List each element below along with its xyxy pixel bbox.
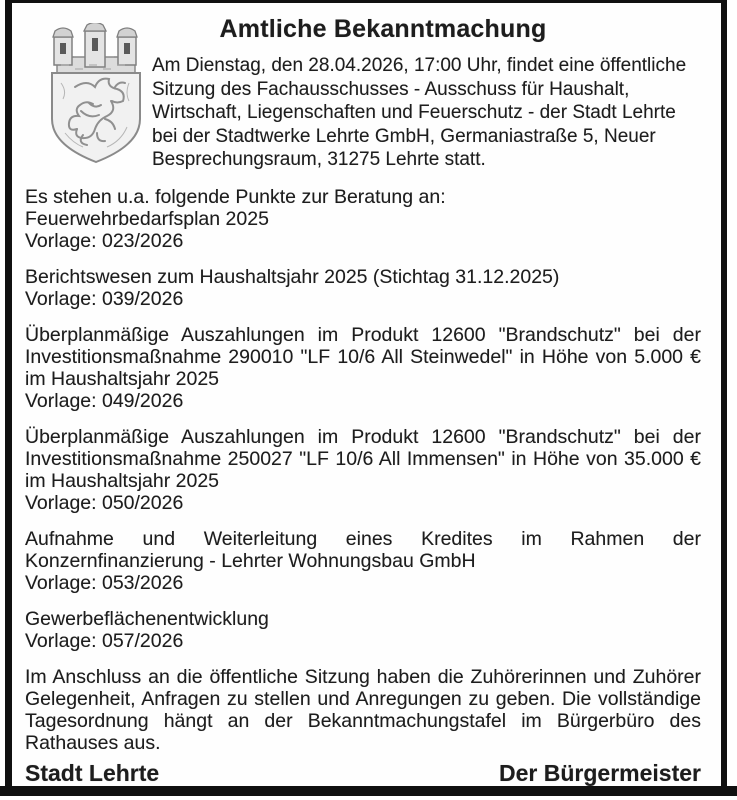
agenda-item-line: Gewerbeflächenentwicklung: [25, 607, 269, 630]
signature-mayor: Der Bürgermeister: [499, 759, 701, 786]
closing-line: Gelegenheit, Anfragen zu stellen und Anregungen zu geben. Die vollständige: [25, 687, 701, 710]
agenda-item: [25, 426, 701, 514]
city-coat-of-arms-emblem: [45, 23, 147, 165]
vorlage-line: Vorlage: 053/2026: [25, 571, 184, 594]
agenda-item: [25, 528, 701, 594]
closing-line: Tagesordnung hängt an der Bekanntmachungstafel im Bürgerbüro des: [25, 709, 701, 732]
agenda-item: [25, 324, 701, 412]
vorlage-line: Vorlage: 049/2026: [25, 389, 184, 412]
agenda-item-line: Feuerwehrbedarfsplan 2025: [25, 207, 269, 230]
intro-paragraph: [152, 54, 700, 172]
agenda-item-line: Investitionsmaßnahme 250027 "LF 10/6 All Immensen" in Höhe von 35.000 €: [25, 447, 701, 470]
intro-line: bei der Stadtwerke Lehrte GmbH, Germaniastraße 5, Neuer: [152, 125, 656, 147]
agenda-item-line: Investitionsmaßnahme 290010 "LF 10/6 All Steinwedel" in Höhe von 5.000 €: [25, 345, 701, 368]
agenda-item-line: im Haushaltsjahr 2025: [25, 367, 220, 390]
lead-line: Es stehen u.a. folgende Punkte zur Beratung an:: [25, 185, 446, 208]
bottom-border-bar: [0, 786, 737, 796]
vorlage-line: Vorlage: 039/2026: [25, 287, 184, 310]
intro-line: Besprechungsraum, 31275 Lehrte statt.: [152, 149, 486, 170]
agenda-item: [25, 608, 701, 652]
vorlage-line: Vorlage: 057/2026: [25, 629, 184, 652]
agenda-list: [25, 208, 701, 652]
closing-line: Rathauses aus.: [25, 731, 161, 754]
signature-row: [25, 760, 701, 787]
vorlage-line: Vorlage: 050/2026: [25, 491, 184, 514]
intro-line: Am Dienstag, den 28.04.2026, 17:00 Uhr, findet eine öffentliche: [152, 55, 687, 76]
agenda-item-line: Überplanmäßige Auszahlungen im Produkt 12600 "Brandschutz" bei der: [25, 323, 701, 346]
agenda-item-line: Überplanmäßige Auszahlungen im Produkt 12600 "Brandschutz" bei der: [25, 425, 701, 448]
page-title: Amtliche Bekanntmachung: [219, 15, 547, 43]
agenda-item-line: Konzernfinanzierung - Lehrter Wohnungsbau GmbH: [25, 549, 476, 572]
intro-line: Sitzung des Fachausschusses - Ausschuss für Haushalt,: [152, 78, 630, 100]
announcement-frame: [5, 0, 727, 796]
closing-paragraph: [25, 666, 701, 754]
closing-line: Im Anschluss an die öffentliche Sitzung haben die Zuhörerinnen und Zuhörer: [25, 665, 701, 688]
intro-line: Wirtschaft, Liegenschaften und Feuerschutz - der Stadt Lehrte: [152, 102, 676, 123]
vorlage-line: Vorlage: 023/2026: [25, 229, 184, 252]
agenda-item-line: Berichtswesen zum Haushaltsjahr 2025 (Stichtag 31.12.2025): [25, 265, 560, 288]
agenda-item-line: im Haushaltsjahr 2025: [25, 469, 220, 492]
signature-city: Stadt Lehrte: [25, 759, 160, 786]
agenda-item: [25, 266, 701, 310]
agenda-item: [25, 208, 701, 252]
agenda-item-line: Aufnahme und Weiterleitung eines Kredites im Rahmen der: [25, 527, 701, 550]
